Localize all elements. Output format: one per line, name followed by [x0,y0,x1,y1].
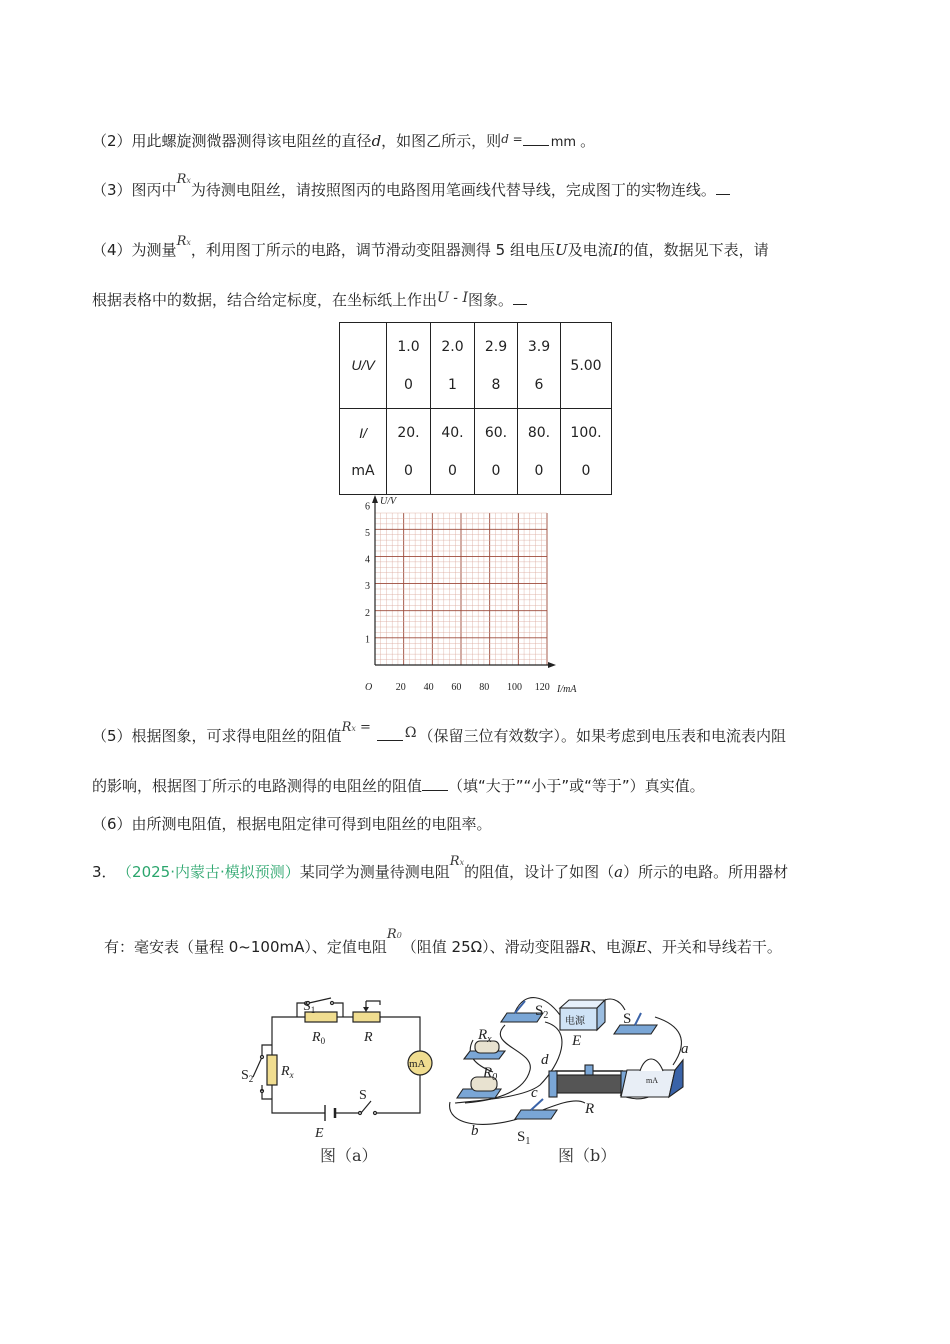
fig-a-ma-label: mA [409,1058,426,1070]
question-5 [92,720,787,749]
p3-line2-b: （阻值 25Ω）、滑动变阻器 [401,938,580,956]
switch-s1 [515,1099,557,1119]
p3-r0-symbol: R0 [386,927,402,942]
p3-text-a: 某同学为测量待测电阻 [299,863,450,881]
table-cell: 40. 0 [431,409,475,495]
y-tick-label: 2 [365,607,370,619]
question-2 [92,131,595,153]
q4-answer-blank[interactable] [513,290,527,305]
q2-text-b: ，如图乙所示，则 [381,132,502,150]
table-cell: 1.0 0 [387,323,431,409]
fig-b-source-label: 电源 [565,1016,585,1027]
q5-line2-a: 的影响，根据图丁所示的电路测得的电阻丝的阻值 [92,777,423,795]
fig-a-r0-label: $R_0$ [312,1030,326,1046]
table-cell: 2.0 1 [431,323,475,409]
table-cell: 80. 0 [518,409,561,495]
figure-b-apparatus [445,985,700,1170]
x-tick-label: 40 [423,682,434,693]
q4-text-a: 为测量 [131,241,177,259]
y-tick-label: 3 [365,581,370,593]
x-tick-label: 80 [479,682,490,693]
table-header-voltage: U/V [340,323,387,409]
q5-resistance-blank[interactable] [377,726,403,741]
p3-rx-symbol: Rx [449,854,465,869]
rheostat-r [353,1012,380,1022]
q4-text-b: ，利用图丁所示的电路，调节滑动变阻器测得 5 组电压 [190,241,555,259]
y-tick-label: 4 [365,554,370,566]
fig-b-s1-label: $S_1$ [517,1129,531,1147]
y-tick-label: 1 [365,634,370,646]
x-axis-label: I/mA [557,684,577,695]
q6-text: 由所测电阻值，根据电阻定律可得到电阻丝的电阻率。 [131,815,492,833]
fig-b-s-label: S [623,1011,632,1027]
y-tick-label: 6 [365,501,370,513]
q2-text-a: 用此螺旋测微器测得该电阻丝的直径 [131,132,372,150]
p3-text-c: ）所示的电路。所用器材 [623,863,789,881]
q4-text-d: 的值，数据见下表，请 [618,241,769,259]
table-cell: 20. 0 [387,409,431,495]
question-4 [92,234,769,263]
q2-formula: d = [501,132,523,146]
p3-line2-a: 有：毫安表（量程 0~100mA）、定值电阻 [104,938,387,956]
q3-rx-symbol: Rx [176,172,191,187]
table-cell: 100. 0 [561,409,612,495]
p3-line2-c: 、电源 [590,938,636,956]
q5-compare-blank[interactable] [422,776,448,791]
q3-answer-blank[interactable] [716,180,730,195]
table-cell: 5.00 [561,323,612,409]
fig-a-rx-label: $R_x$ [281,1064,294,1080]
fig-a-e-label: E [315,1126,324,1141]
q4-var-u: U [554,241,568,259]
q5-line2-b: （填“大于”“小于”或“等于”）真实值。 [448,777,705,795]
q2-answer-blank[interactable] [523,131,549,146]
q3-label: （3） [92,181,132,199]
q2-label: （2） [92,132,132,150]
x-tick-label: 120 [534,682,550,693]
q3-text-a: 图丙中 [131,181,177,199]
switch-s [614,1013,657,1034]
table-cell: 3.9 6 [518,323,561,409]
q5-unit: Ω [404,725,417,741]
fig-b-a-label: a [681,1041,689,1057]
p3-source-tag[interactable]: （2025·内蒙古·模拟预测） [124,863,300,881]
rx-resistor [267,1055,277,1085]
x-tick-label: 60 [451,682,462,693]
problem-3-line2 [104,927,782,960]
fig-b-b-label: b [471,1123,479,1139]
p3-text-b: 的阻值，设计了如图（ [464,863,615,881]
q4-var-i: I [612,241,619,259]
fig-b-c-label: c [531,1085,538,1101]
fig-a-r-label: R [364,1030,373,1045]
fig-a-s2-label: $S_2$ [241,1068,254,1084]
q4-line2-a: 根据表格中的数据，结合给定标度，在坐标纸上作出 [92,291,438,309]
q2-end: 。 [580,132,596,150]
table-cell: 2.9 8 [475,323,518,409]
q4-rx-symbol: Rx [176,234,191,249]
q3-text-b: 为待测电阻丝，请按照图丙的电路图用笔画线代替导线，完成图丁的实物连线。 [190,181,716,199]
p3-fig-a: a [614,863,624,881]
fig-b-e-label: E [572,1033,582,1049]
question-6 [92,814,492,834]
y-tick-label: 5 [365,528,370,539]
origin-label: O [365,682,373,693]
q6-label: （6） [92,815,132,833]
q4-ui-symbol: U - I [437,290,468,306]
p3-number: 3． [92,863,117,881]
fig-b-r-label: R [585,1101,595,1117]
y-axis-arrow-icon [372,495,378,503]
figure-b-caption: 图（b） [558,1146,617,1165]
fig-b-rx-label: $R_x$ [478,1027,492,1045]
fig-b-r0-label: $R_0$ [483,1065,498,1083]
graph-paper[interactable] [360,493,590,698]
y-axis-label: U/V [380,496,397,507]
figure-a-circuit [235,995,435,1170]
p3-var-e: E [635,938,647,956]
figure-a-caption: 图（a） [320,1146,378,1165]
problem-3 [92,854,789,885]
q5-label: （5） [92,727,132,745]
x-tick-label: 100 [507,682,522,693]
q5-text-a: 根据图象，可求得电阻丝的阻值 [131,727,342,745]
fig-b-d-label: d [541,1052,549,1068]
table-row-voltage [340,323,612,409]
question-3 [92,172,730,203]
q5-text-b: （保留三位有效数字）。如果考虑到电压表和电流表内阻 [418,727,787,745]
q5-rx-symbol: Rx = [341,720,371,735]
table-cell: 60. 0 [475,409,518,495]
fig-a-s1-label: $S_1$ [303,999,316,1015]
q4-label: （4） [92,241,132,259]
fig-b-s2-label: $S_2$ [535,1003,549,1021]
table-row-current [340,409,612,495]
q4-line2-b: 图象。 [467,291,513,309]
rheostat-component [549,1065,629,1097]
table-header-current: I/ mA [340,409,387,495]
x-tick-label: 20 [395,682,406,693]
question-5-line2 [92,776,705,796]
x-axis-arrow-icon [548,662,556,668]
data-table [339,322,612,495]
question-4-line2 [92,290,527,311]
fig-b-ma-label: mA [646,1076,658,1085]
q2-unit: mm [550,135,577,150]
q4-text-c: 及电流 [567,241,613,259]
p3-line2-d: 、开关和导线若干。 [646,938,782,956]
fig-a-s-label: S [359,1088,367,1103]
p3-var-r: R [579,938,591,956]
q2-var-d: d [371,132,382,150]
